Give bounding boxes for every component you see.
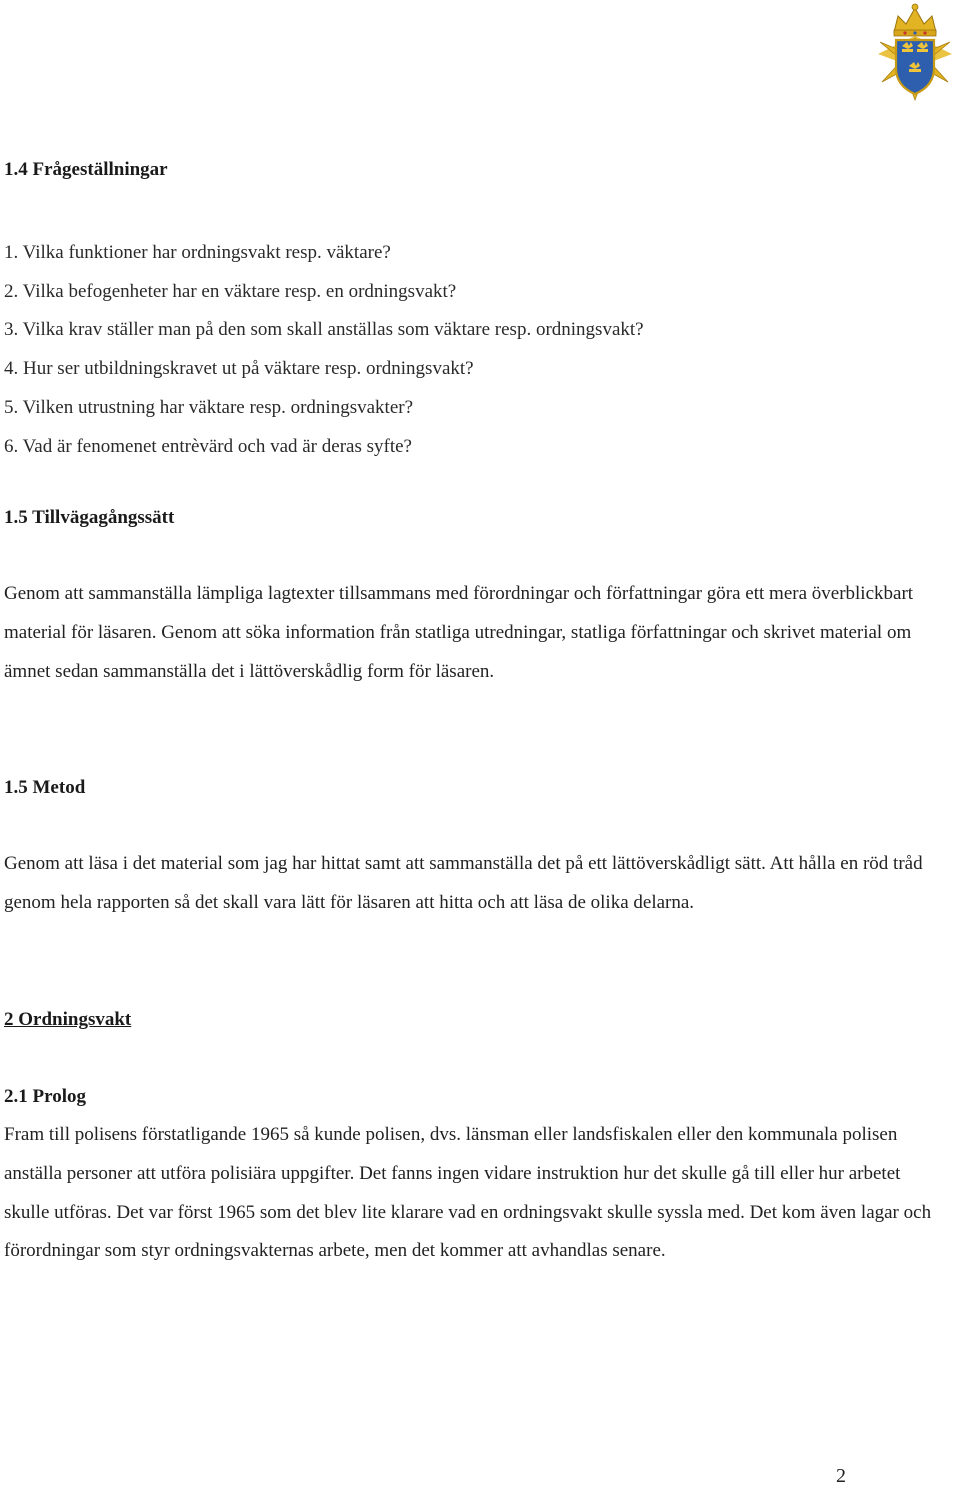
- heading-metod: 1.5 Metod: [4, 777, 86, 798]
- heading-ordningsvakt: 2 Ordningsvakt: [4, 1009, 132, 1030]
- heading-prolog: 2.1 Prolog: [4, 1086, 86, 1107]
- list-item: 3. Vilka krav ställer man på den som skall anställas som väktare resp. ordningsvakt?: [4, 319, 644, 341]
- list-item: 2. Vilka befogenheter har en väktare resp. en ordningsvakt?: [4, 280, 457, 302]
- paragraph-prolog: Fram till polisens förstatligande 1965 så kunde polisen, dvs. länsman eller landsfiskalen eller den kommunala polisen anställa personer att utföra polisiära uppgifter. Det fanns ingen vidare instruktion hur det skulle gå till eller hur arbetet skulle utföras. Det var först 1965 som det blev lite klarare vad en ordningsvakt skulle syssla med. Det kom även lagar och förordningar som styr ordningsvakternas arbete, men det kommer att avhandlas senare.: [4, 1124, 932, 1262]
- heading-fragestallningar: 1.4 Frågeställningar: [4, 159, 168, 180]
- question-list: [4, 234, 644, 466]
- page-number: 2: [836, 1465, 846, 1487]
- list-item: 1. Vilka funktioner har ordningsvakt resp. väktare?: [4, 242, 391, 263]
- shield-icon: [896, 40, 934, 94]
- paragraph-tillvagagangssatt: Genom att sammanställa lämpliga lagtexter tillsammans med förordningar och författningar göra ett mera överblickbart material för läsaren. Genom att söka information från statliga utredningar, statliga författningar och skrivet material om ämnet sedan sammanställa det i lättöverskådlig form för läsaren.: [4, 583, 914, 682]
- list-item: 6. Vad är fenomenet entrèvärd och vad är deras syfte?: [4, 435, 412, 457]
- list-item: 4. Hur ser utbildningskravet ut på väktare resp. ordningsvakt?: [4, 358, 474, 380]
- coat-of-arms-logo: [872, 2, 958, 106]
- crown-icon: [894, 4, 936, 36]
- heading-tillvagagangssatt: 1.5 Tillvägagångssätt: [4, 507, 175, 528]
- list-item: 5. Vilken utrustning har väktare resp. ordningsvakter?: [4, 396, 414, 418]
- paragraph-metod: Genom att läsa i det material som jag har hittat samt att sammanställa det på ett lättöverskådligt sätt. Att hålla en röd tråd genom hela rapporten så det skall vara lätt för läsaren att hitta och att läsa de olika delarna.: [4, 853, 923, 913]
